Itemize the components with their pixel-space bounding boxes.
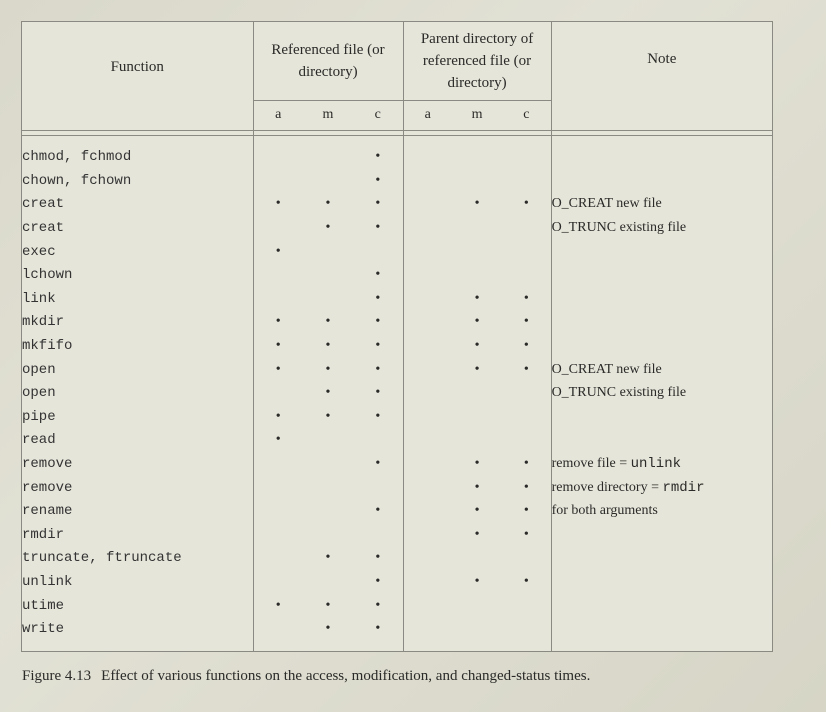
note-text: O_CREAT new file: [551, 361, 662, 377]
function-name: utime: [22, 594, 253, 618]
dot-cell: •: [474, 314, 480, 330]
dot-cell: •: [474, 526, 480, 542]
dot-cell: [452, 216, 502, 240]
sub-par-c: c: [502, 100, 551, 130]
dot-cell: [253, 570, 303, 594]
dot-cell: •: [474, 338, 480, 354]
dot-cell: •: [474, 456, 480, 472]
note-code: unlink: [630, 456, 682, 473]
dot-cell: [353, 240, 403, 264]
dot-cell: •: [502, 523, 551, 547]
note-text: remove file =: [551, 456, 631, 472]
note-cell: [551, 405, 772, 429]
dot-cell: [253, 547, 303, 571]
function-name: lchown: [22, 263, 253, 287]
dot-cell: [303, 169, 353, 193]
function-name: chmod, fchmod: [22, 146, 253, 170]
dot-cell: [253, 263, 303, 287]
note-cell: [551, 476, 772, 500]
dot-cell: •: [502, 287, 551, 311]
note-text: O_CREAT new file: [551, 196, 662, 212]
dot-cell: [403, 594, 452, 618]
note-cell: [551, 547, 772, 571]
note-cell: [551, 594, 772, 618]
table-row: [22, 405, 772, 429]
dot-cell: •: [353, 381, 403, 405]
dot-cell: [502, 429, 551, 453]
dot-cell: [303, 263, 353, 287]
dot-cell: •: [325, 385, 331, 401]
function-name: truncate, ftruncate: [22, 547, 253, 571]
dot-cell: [303, 476, 353, 500]
dot-cell: [403, 452, 452, 476]
function-name: unlink: [22, 570, 253, 594]
table-row: [22, 570, 772, 594]
dot-cell: •: [275, 361, 281, 377]
dot-cell: [303, 570, 353, 594]
dot-cell: •: [325, 220, 331, 236]
dot-cell: •: [502, 452, 551, 476]
note-cell: [551, 452, 772, 476]
dot-cell: •: [474, 196, 480, 212]
function-name: remove: [22, 476, 253, 500]
dot-cell: •: [474, 503, 480, 519]
note-cell: [551, 240, 772, 264]
dot-cell: •: [275, 408, 281, 424]
function-name: write: [22, 617, 253, 641]
table-row: [22, 311, 772, 335]
dot-cell: •: [275, 432, 281, 448]
caption-label: Figure 4.13: [22, 668, 92, 684]
function-name: mkdir: [22, 311, 253, 335]
dot-cell: •: [502, 193, 551, 217]
function-name: mkfifo: [22, 334, 253, 358]
dot-cell: [502, 405, 551, 429]
dot-cell: [403, 476, 452, 500]
dot-cell: •: [502, 476, 551, 500]
function-name: pipe: [22, 405, 253, 429]
table-row: [22, 523, 772, 547]
header-parent: [403, 22, 551, 100]
dot-cell: •: [353, 311, 403, 335]
note-cell: [551, 287, 772, 311]
dot-cell: [353, 476, 403, 500]
dot-cell: [502, 240, 551, 264]
dot-cell: [403, 311, 452, 335]
dot-cell: [403, 146, 452, 170]
dot-cell: [452, 617, 502, 641]
sub-par-m: m: [452, 100, 502, 130]
dot-cell: [403, 617, 452, 641]
table-row: [22, 429, 772, 453]
dot-cell: [253, 476, 303, 500]
dot-cell: [253, 452, 303, 476]
dot-cell: [353, 429, 403, 453]
dot-cell: •: [353, 594, 403, 618]
dot-cell: •: [325, 361, 331, 377]
dot-cell: •: [474, 573, 480, 589]
header-function: Function: [22, 22, 253, 130]
dot-cell: •: [325, 597, 331, 613]
dot-cell: [452, 381, 502, 405]
dot-cell: [253, 499, 303, 523]
dot-cell: [303, 146, 353, 170]
dot-cell: [452, 547, 502, 571]
dot-cell: •: [502, 499, 551, 523]
dot-cell: [403, 263, 452, 287]
dot-cell: •: [353, 216, 403, 240]
dot-cell: [253, 169, 303, 193]
dot-cell: •: [275, 243, 281, 259]
table-row: [22, 169, 772, 193]
dot-cell: •: [325, 408, 331, 424]
header-note: Note: [647, 51, 677, 67]
function-times-table: [22, 22, 772, 651]
dot-cell: •: [502, 358, 551, 382]
function-name: link: [22, 287, 253, 311]
caption-text: Effect of various functions on the access, modification, and changed-status times.: [101, 668, 591, 684]
dot-cell: [403, 499, 452, 523]
note-text: O_TRUNC existing file: [551, 220, 687, 236]
note-cell: [551, 146, 772, 170]
dot-cell: •: [474, 290, 480, 306]
dot-cell: [403, 216, 452, 240]
dot-cell: [403, 240, 452, 264]
dot-cell: [403, 523, 452, 547]
note-cell: [551, 216, 772, 240]
dot-cell: •: [353, 263, 403, 287]
dot-cell: •: [353, 547, 403, 571]
note-cell: [551, 193, 772, 217]
dot-cell: [452, 263, 502, 287]
table-row: [22, 594, 772, 618]
dot-cell: [403, 547, 452, 571]
function-name: remove: [22, 452, 253, 476]
dot-cell: •: [502, 334, 551, 358]
figure-caption: [22, 668, 590, 685]
table-row: [22, 263, 772, 287]
dot-cell: •: [325, 338, 331, 354]
function-name: rename: [22, 499, 253, 523]
dot-cell: •: [353, 570, 403, 594]
table-row: [22, 547, 772, 571]
table-row: [22, 287, 772, 311]
note-cell: [551, 334, 772, 358]
table-row: [22, 617, 772, 641]
dot-cell: •: [353, 169, 403, 193]
function-name: creat: [22, 216, 253, 240]
header-referenced-label: Referenced file (or directory): [271, 41, 385, 80]
note-cell: [551, 311, 772, 335]
function-name: open: [22, 358, 253, 382]
dot-cell: [502, 381, 551, 405]
dot-cell: [403, 570, 452, 594]
table-row: [22, 334, 772, 358]
dot-cell: •: [353, 193, 403, 217]
dot-cell: •: [325, 314, 331, 330]
dot-cell: [353, 523, 403, 547]
table-row: [22, 358, 772, 382]
dot-cell: [452, 240, 502, 264]
sub-ref-a: a: [253, 100, 303, 130]
dot-cell: •: [275, 196, 281, 212]
dot-cell: [403, 169, 452, 193]
dot-cell: [403, 358, 452, 382]
dot-cell: [452, 405, 502, 429]
note-code: rmdir: [662, 479, 705, 496]
sub-par-a: a: [403, 100, 452, 130]
dot-cell: •: [353, 334, 403, 358]
dot-cell: [303, 287, 353, 311]
dot-cell: •: [353, 452, 403, 476]
dot-cell: •: [353, 287, 403, 311]
table-row: [22, 452, 772, 476]
sub-ref-m: m: [303, 100, 353, 130]
dot-cell: •: [474, 479, 480, 495]
dot-cell: [403, 405, 452, 429]
dot-cell: •: [353, 358, 403, 382]
dot-cell: [502, 263, 551, 287]
note-cell: [551, 169, 772, 193]
dot-cell: [253, 216, 303, 240]
dot-cell: •: [325, 196, 331, 212]
function-name: open: [22, 381, 253, 405]
note-text: O_TRUNC existing file: [551, 385, 687, 401]
dot-cell: [303, 499, 353, 523]
dot-cell: •: [502, 311, 551, 335]
dot-cell: •: [502, 570, 551, 594]
note-cell: [551, 358, 772, 382]
note-cell: [551, 617, 772, 641]
dot-cell: •: [275, 597, 281, 613]
dot-cell: [303, 429, 353, 453]
dot-cell: [403, 429, 452, 453]
dot-cell: [303, 240, 353, 264]
dot-cell: •: [325, 621, 331, 637]
header-parent-label: Parent directory of referenced file (or directory): [420, 30, 534, 91]
dot-cell: •: [353, 405, 403, 429]
note-cell: [551, 429, 772, 453]
note-text: for both arguments: [551, 503, 658, 519]
dot-cell: [403, 381, 452, 405]
note-cell: [551, 570, 772, 594]
dot-cell: [452, 146, 502, 170]
table-row: [22, 193, 772, 217]
table-row: [22, 146, 772, 170]
dot-cell: •: [325, 550, 331, 566]
function-name: rmdir: [22, 523, 253, 547]
dot-cell: •: [353, 617, 403, 641]
dot-cell: [502, 617, 551, 641]
table-row: [22, 499, 772, 523]
dot-cell: [502, 146, 551, 170]
function-name: read: [22, 429, 253, 453]
note-cell: [551, 523, 772, 547]
dot-cell: [253, 617, 303, 641]
dot-cell: [502, 169, 551, 193]
table-row: [22, 216, 772, 240]
dot-cell: [253, 523, 303, 547]
dot-cell: •: [353, 146, 403, 170]
note-cell: [551, 381, 772, 405]
dot-cell: [502, 594, 551, 618]
function-name: creat: [22, 193, 253, 217]
function-name: exec: [22, 240, 253, 264]
dot-cell: [403, 334, 452, 358]
dot-cell: [452, 169, 502, 193]
dot-cell: [403, 287, 452, 311]
note-cell: [551, 263, 772, 287]
dot-cell: [502, 216, 551, 240]
dot-cell: [253, 287, 303, 311]
dot-cell: •: [474, 361, 480, 377]
header-referenced: [253, 22, 403, 100]
note-cell: [551, 499, 772, 523]
note-text: remove directory =: [551, 479, 663, 495]
dot-cell: [253, 381, 303, 405]
dot-cell: [452, 429, 502, 453]
function-name: chown, fchown: [22, 169, 253, 193]
dot-cell: [303, 452, 353, 476]
dot-cell: [403, 193, 452, 217]
table-row: [22, 240, 772, 264]
table-row: [22, 476, 772, 500]
table-row: [22, 381, 772, 405]
dot-cell: [303, 523, 353, 547]
dot-cell: [452, 594, 502, 618]
dot-cell: [253, 146, 303, 170]
dot-cell: •: [275, 338, 281, 354]
dot-cell: [502, 547, 551, 571]
dot-cell: •: [353, 499, 403, 523]
sub-ref-c: c: [353, 100, 403, 130]
dot-cell: •: [275, 314, 281, 330]
